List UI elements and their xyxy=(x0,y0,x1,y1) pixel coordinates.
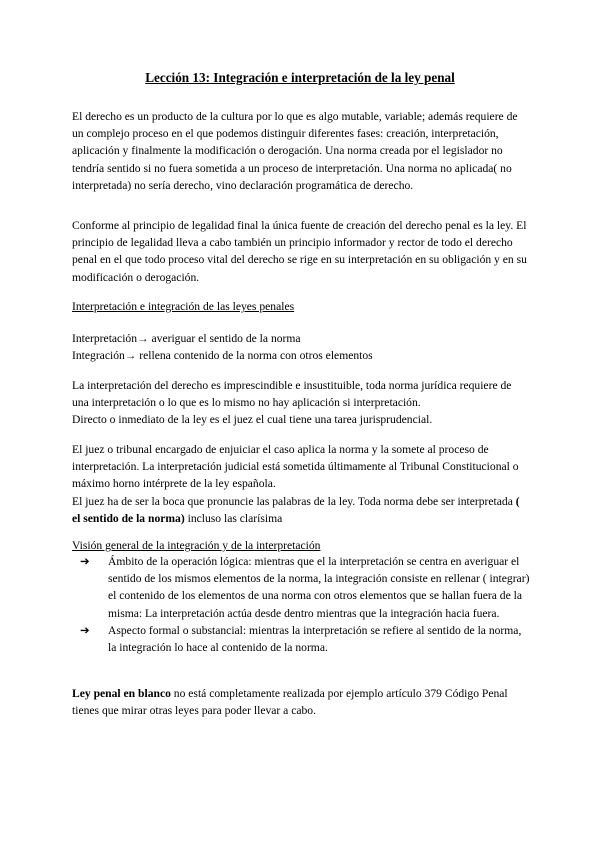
paragraph-3-second-line: Directo o inmediato de la ley es el juez el cual tiene una tarea jurisprudencial. xyxy=(72,413,433,427)
paragraph-4-pre: El juez ha de ser la boca que pronuncie las palabras de la ley. Toda norma debe ser interpretada xyxy=(72,494,516,508)
paragraph-3-text: La interpretación del derecho es imprescindible e insustituible, toda norma jurídica requiere de una interpretación o lo que es lo mismo no hay aplicación si interpretación. xyxy=(72,379,512,410)
section-heading-overview: Visión general de la integración y de la interpretación xyxy=(72,539,321,552)
paragraph-3 xyxy=(72,377,530,429)
paragraph-4-post: incluso las clarísima xyxy=(184,511,283,525)
definition-integration: Integración→ rellena contenido de la norma con otros elementos xyxy=(72,349,373,363)
arrow-icon: ➔ xyxy=(80,623,90,637)
bullet-text: Ámbito de la operación lógica: mientras que el la interpretación se centra en averiguar el sentido de los mismos elementos de la norma, la integración consiste en rellenar ( integrar) el contenido de los elementos de una norma con otros elementos que se hallan fuera de la misma: La interpretación actúa desde dentro mientras que la integración hacia fuera. xyxy=(108,555,530,620)
bullet-item xyxy=(72,622,530,656)
paragraph-2: Conforme al principio de legalidad final la única fuente de creación del derecho penal es la ley. El principio de legalidad lleva a cabo también un principio informador y rector de todo el derecho penal en el que todo proceso vital del derecho se rige en su interpretación en su obligación y en su modificación o derogación. xyxy=(72,219,527,284)
paragraph-1: El derecho es un producto de la cultura por lo que es algo mutable, variable; además requiere de un complejo proceso en el que podemos distinguir diferentes fases: creación, interpretación, aplicación y finalmente la modificación o derogación. Una norma creada por el legislador no tendría sentido si no fuera sometida a un proceso de interpretación. Una norma no aplicada( no interpretada) no sería derecho, vino declaración programática de derecho. xyxy=(72,110,518,192)
definitions xyxy=(72,330,530,364)
paragraph-5-rest: no está completamente realizada por ejemplo artículo 379 Código Penal tienes que mirar otras leyes para poder llevar a cabo. xyxy=(72,687,508,718)
bullet-item xyxy=(72,553,530,622)
paragraph-4-second xyxy=(72,493,530,527)
paragraph-4-bold: ( el sentido de la norma) xyxy=(72,494,520,525)
paragraph-5-bold: Ley penal en blanco xyxy=(72,687,171,700)
paragraph-5 xyxy=(72,685,530,719)
section-heading-interpretation: Interpretación e integración de las leyes penales xyxy=(72,300,295,313)
paragraph-4 xyxy=(72,441,530,527)
definition-interpretation: Interpretación→ averiguar el sentido de la norma xyxy=(72,332,301,345)
paragraph-4-text: El juez o tribunal encargado de enjuiciar el caso aplica la norma y la somete al proceso de interpretación. La interpretación judicial está sometida últimamente al Tribunal Constitucional o máximo horno intérprete de la ley española. xyxy=(72,443,519,491)
bullet-text: Aspecto formal o substancial: mientras la interpretación se refiere al sentido de la norma, la integración lo hace al contenido de la norma. xyxy=(108,623,522,655)
page-title: Lección 13: Integración e interpretación de la ley penal xyxy=(145,70,455,85)
arrow-icon: ➔ xyxy=(80,555,90,568)
overview-bullet-list xyxy=(72,553,530,656)
